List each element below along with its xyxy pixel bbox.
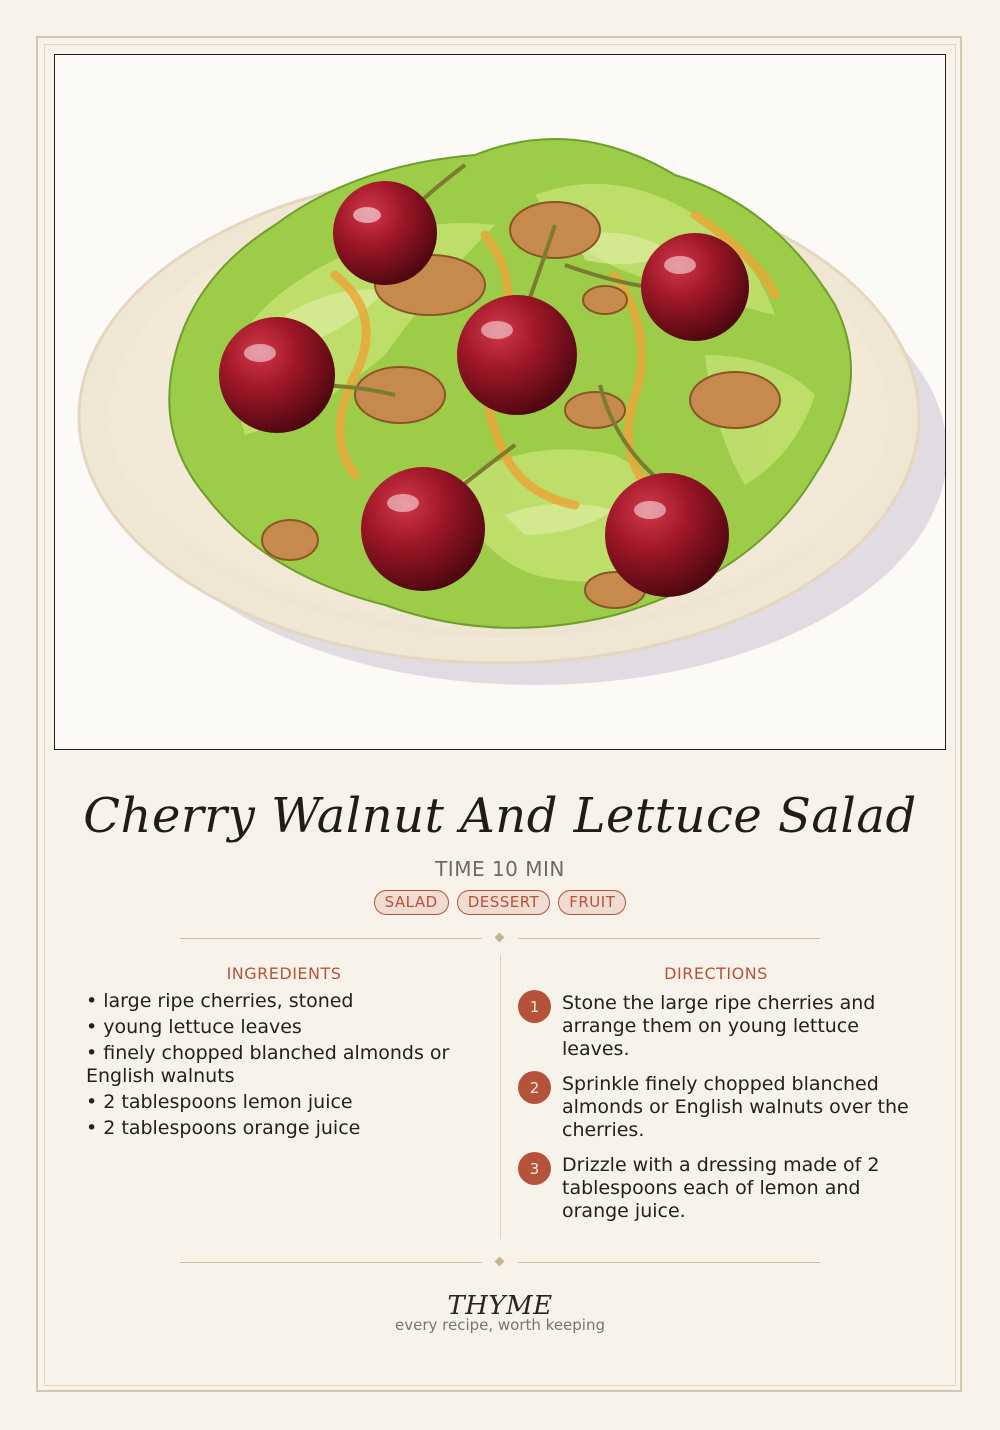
top-rule-left — [180, 938, 482, 939]
step-text: Stone the large ripe cherries and arrange them on young lettuce leaves. — [562, 992, 876, 1060]
ingredient-list — [86, 990, 466, 1143]
step-text: Drizzle with a dressing made of 2 tablespoons each of lemon and orange juice. — [562, 1154, 880, 1222]
bottom-rule-right — [518, 1262, 820, 1263]
ingredient-item: • 2 tablespoons orange juice — [86, 1117, 361, 1139]
directions-heading: DIRECTIONS — [664, 964, 768, 983]
top-rule-right — [518, 938, 820, 939]
ingredient-item: • finely chopped blanched almonds or English walnuts — [86, 1042, 450, 1087]
tag-dessert[interactable]: DESSERT — [457, 890, 551, 915]
recipe-title: Cherry Walnut And Lettuce Salad — [83, 788, 917, 844]
step-number-badge: 3 — [518, 1152, 551, 1185]
ingredient-item: • young lettuce leaves — [86, 1016, 302, 1038]
step-number-badge: 2 — [518, 1071, 551, 1104]
ingredient-item: • 2 tablespoons lemon juice — [86, 1091, 353, 1113]
step-text: Sprinkle finely chopped blanched almonds or English walnuts over the cherries. — [562, 1073, 909, 1141]
direction-list — [518, 990, 918, 1233]
direction-step — [518, 1152, 918, 1223]
ingredients-heading: INGREDIENTS — [226, 964, 342, 983]
cook-time: TIME 10 MIN — [435, 857, 565, 881]
ingredient-item: • large ripe cherries, stoned — [86, 990, 354, 1012]
brand-tagline: every recipe, worth keeping — [394, 1316, 605, 1334]
bottom-rule-left — [180, 1262, 482, 1263]
brand-logo: THYME — [447, 1291, 553, 1321]
tag-fruit[interactable]: FRUIT — [558, 890, 626, 915]
direction-step — [518, 990, 918, 1061]
tag-list — [0, 890, 1000, 915]
recipe-illustration — [54, 54, 946, 750]
direction-step — [518, 1071, 918, 1142]
step-number-badge: 1 — [518, 990, 551, 1023]
column-divider — [500, 955, 501, 1239]
tag-salad[interactable]: SALAD — [374, 890, 449, 915]
